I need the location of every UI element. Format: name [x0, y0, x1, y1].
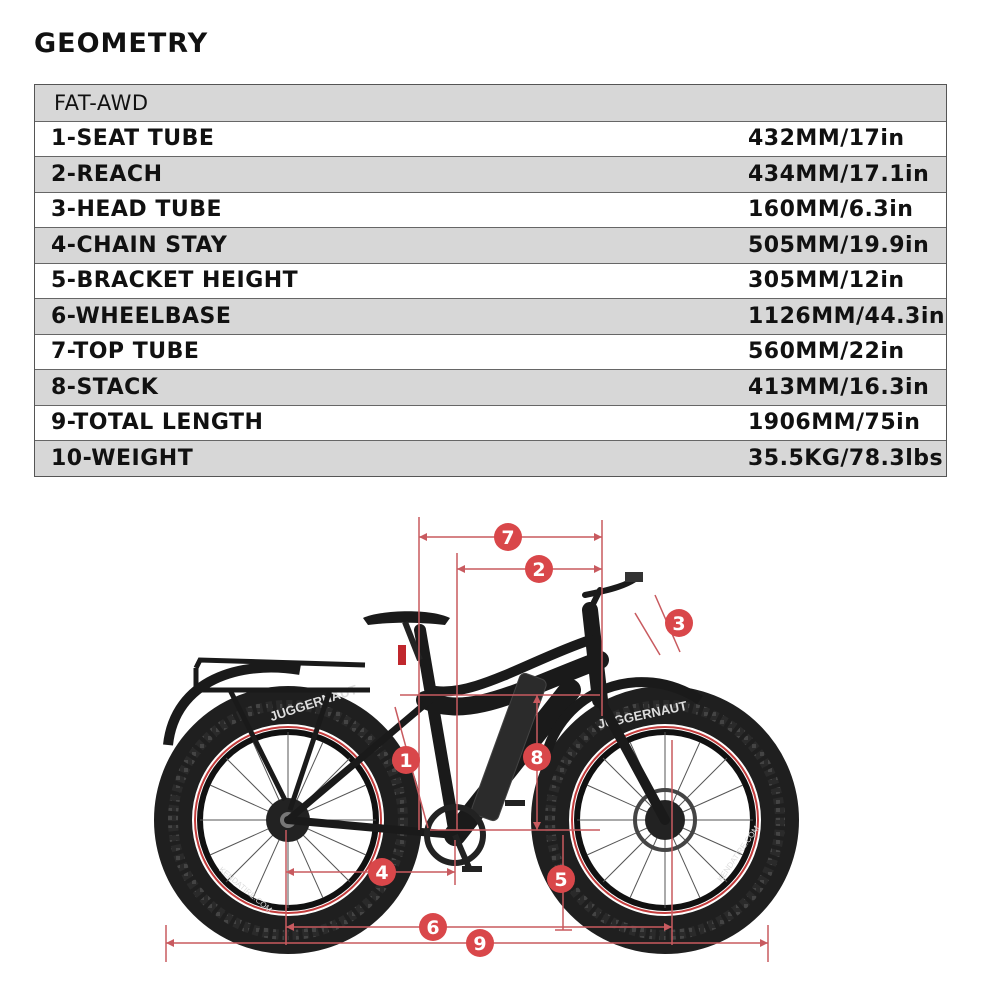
- table-row: [35, 369, 946, 405]
- pedal: [462, 866, 482, 872]
- table-row: [35, 440, 946, 476]
- table-row: [35, 263, 946, 299]
- row-value: 434MM/17.1in: [748, 161, 930, 187]
- table-row: [35, 334, 946, 370]
- row-label: 3-HEAD TUBE: [51, 197, 222, 223]
- marker-8: [523, 743, 551, 771]
- page-title: GEOMETRY: [34, 28, 209, 59]
- table-row: [35, 405, 946, 441]
- row-label: 5-BRACKET HEIGHT: [51, 268, 299, 294]
- marker-6: [419, 913, 447, 941]
- row-value: 160MM/6.3in: [748, 197, 914, 223]
- row-label: 7-TOP TUBE: [51, 339, 200, 365]
- marker-5: [547, 865, 575, 893]
- svg-text:1: 1: [399, 750, 413, 772]
- pedal: [505, 800, 525, 806]
- row-label: 1-SEAT TUBE: [51, 126, 215, 152]
- row-value: 432MM/17in: [748, 126, 905, 152]
- row-label: 9-TOTAL LENGTH: [51, 410, 264, 436]
- rear-tire-brand: JUGGERNAUT: [267, 681, 359, 725]
- table-row: [35, 156, 946, 192]
- row-value: 1906MM/75in: [748, 410, 921, 436]
- svg-text:2: 2: [532, 559, 546, 581]
- model-name: FAT-AWD: [54, 90, 149, 115]
- svg-text:3: 3: [672, 613, 686, 635]
- marker-2: [525, 555, 553, 583]
- svg-text:6: 6: [426, 917, 440, 939]
- front-tire-brand: JUGGERNAUT: [596, 697, 689, 732]
- row-value: 305MM/12in: [748, 268, 905, 294]
- svg-text:8: 8: [530, 747, 544, 769]
- table-row: [35, 121, 946, 157]
- svg-text:5: 5: [554, 869, 568, 891]
- marker-1: [392, 746, 420, 774]
- row-value: 35.5KG/78.3lbs: [748, 445, 944, 471]
- svg-text:4: 4: [375, 862, 389, 884]
- marker-3: [665, 609, 693, 637]
- svg-text:9: 9: [473, 933, 487, 955]
- row-value: 505MM/19.9in: [748, 232, 930, 258]
- svg-text:7: 7: [501, 527, 515, 549]
- marker-7: [494, 523, 522, 551]
- row-value: 560MM/22in: [748, 339, 905, 365]
- table-header-row: [35, 85, 946, 121]
- row-value: 1126MM/44.3in: [748, 303, 946, 329]
- rear-light: [398, 645, 406, 665]
- table-row: [35, 192, 946, 228]
- bike-geometry-diagram: [0, 500, 1000, 980]
- row-label: 6-WHEELBASE: [51, 303, 232, 329]
- row-label: 4-CHAIN STAY: [51, 232, 228, 258]
- front-tire-site: KENDATIRE.COM: [715, 824, 761, 884]
- rear-tire-site: KENDATIRE.COM: [217, 864, 274, 915]
- table-row: [35, 227, 946, 263]
- row-label: 2-REACH: [51, 161, 163, 187]
- marker-4: [368, 858, 396, 886]
- row-label: 10-WEIGHT: [51, 445, 194, 471]
- geometry-table: [34, 84, 947, 477]
- marker-9: [466, 929, 494, 957]
- display: [625, 572, 643, 582]
- table-row: [35, 298, 946, 334]
- row-value: 413MM/16.3in: [748, 374, 930, 400]
- row-label: 8-STACK: [51, 374, 159, 400]
